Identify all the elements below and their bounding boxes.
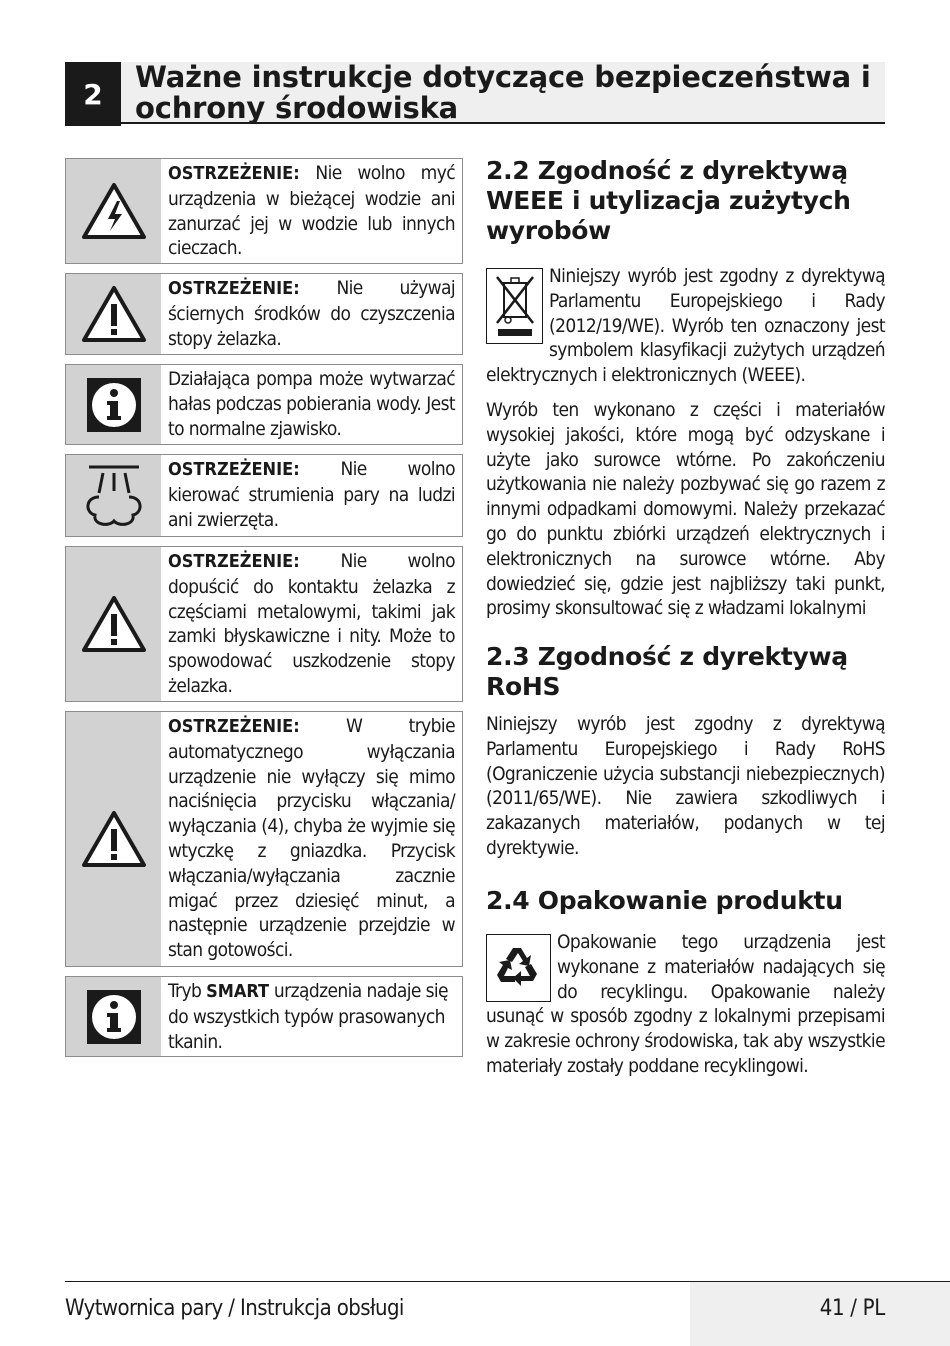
warning-text: Nie używaj ściernych środków do czyszczenia stopy żelazka. [168, 277, 455, 350]
packaging-paragraph: Opakowanie tego urządzenia jest wykonane z materiałów nadających się do recyklingu. Opakowanie należy usunąć w sposób zgodny z lokalnymi przepisami w zakresie ochrony środowiska, tak aby wszystkie materiały zostały poddane recyklingowi. [486, 931, 885, 1077]
recycling-icon [486, 934, 551, 1002]
warning-text: Nie wolno dopuścić do kontaktu żelazka z częściami metalowymi, takimi jak zamki błyskawiczne i nity. Może to spowodować uszkodzenie stopy żelazka. [168, 550, 455, 697]
warning-box-5 [65, 711, 463, 967]
warning-text: Nie wolno kierować strumienia pary na ludzi ani zwierzęta. [168, 458, 455, 531]
warning-triangle-icon [66, 712, 161, 966]
info-text: urządzenia nadaje się do wszystkich typów prasowanych tkanin. [168, 980, 448, 1053]
warning-text: Nie wolno myć urządzenia w bieżącej wodzie ani zanurzać jej w wodzie lub innych cieczach. [168, 162, 455, 260]
chapter-title-line1: Ważne instrukcje dotyczące bezpieczeństwa i [135, 60, 871, 94]
info-text: Działająca pompa może wytwarzać hałas podczas pobierania wody. Jest to normalne zjawisko. [168, 368, 455, 440]
weee-bin-icon [486, 268, 543, 344]
chapter-number: 2 [65, 62, 121, 126]
section-packaging [486, 886, 885, 1079]
warning-box-2 [65, 273, 463, 355]
electric-shock-warning-icon [66, 159, 161, 263]
section-title-packaging: 2.4 Opakowanie produktu [486, 886, 843, 915]
section-title-weee: 2.2 Zgodność z dyrektywą WEEE i utylizacja zużytych wyrobów [486, 156, 851, 245]
chapter-title-line2: ochrony środowiska [135, 91, 459, 125]
warning-label: OSTRZEŻENIE: [168, 551, 300, 572]
info-text-before: Tryb [168, 980, 207, 1002]
steam-warning-icon [66, 455, 161, 536]
warning-box-3 [65, 454, 463, 537]
info-box-2 [65, 976, 463, 1057]
smart-label: SMART [206, 981, 270, 1002]
section-weee [486, 156, 885, 621]
warning-label: OSTRZEŻENIE: [168, 163, 300, 184]
section-rohs [486, 642, 885, 861]
footer-document-title: Wytwornica pary / Instrukcja obsługi [65, 1296, 404, 1321]
info-icon [66, 977, 161, 1056]
warning-triangle-icon [66, 547, 161, 701]
warning-label: OSTRZEŻENIE: [168, 459, 300, 480]
warning-text: W trybie automatycznego wyłączania urządzenie nie wyłączy się mimo naciśnięcia przycisku włączania/ wyłączania (4), chyba że wyjmie się wtyczkę z gniazdka. Przycisk włączania/wyłączania zacznie migać przez dziesięć minut, a następnie urządzenie przejdzie w stan gotowości. [168, 715, 455, 962]
footer-page-number: 41 / PL [819, 1296, 885, 1321]
weee-paragraph-1: Niniejszy wyrób jest zgodny z dyrektywą Parlamentu Europejskiego i Rady (2012/19/WE). Wyrób ten oznaczony jest symbolem klasyfikacji zużytych urządzeń elektrycznych i elektronicznych (WEEE). [486, 265, 885, 387]
info-box-1 [65, 364, 463, 445]
warning-label: OSTRZEŻENIE: [168, 716, 300, 737]
warning-box-1 [65, 158, 463, 264]
warning-box-4 [65, 546, 463, 702]
info-icon [66, 365, 161, 444]
chapter-header [65, 62, 885, 126]
weee-paragraph-2: Wyrób ten wykonano z części i materiałów wysokiej jakości, które mogą być odzyskane i użyte jako surowce wtórne. Po zakończeniu użytkowania nie należy pozbywać się go razem z innymi odpadkami domowymi. Należy przekazać go do punktu zbiórki urządzeń elektrycznych i elektronicznych na surowce wtórne. Aby dowiedzieć się, gdzie jest najbliższy taki punkt, prosimy skonsultować się z władzami lokalnymi [486, 398, 885, 620]
rohs-paragraph: Niniejszy wyrób jest zgodny z dyrektywą Parlamentu Europejskiego i Rady RoHS (Ograniczenie użycia substancji niebezpiecznych) (2011/65/WE). Nie zawiera szkodliwych i zakazanych materiałów, podanych w tej dyrektywie. [486, 713, 885, 859]
section-title-rohs: 2.3 Zgodność z dyrektywą RoHS [486, 642, 848, 701]
warning-triangle-icon [66, 274, 161, 354]
chapter-title [121, 62, 885, 124]
warning-label: OSTRZEŻENIE: [168, 278, 300, 299]
